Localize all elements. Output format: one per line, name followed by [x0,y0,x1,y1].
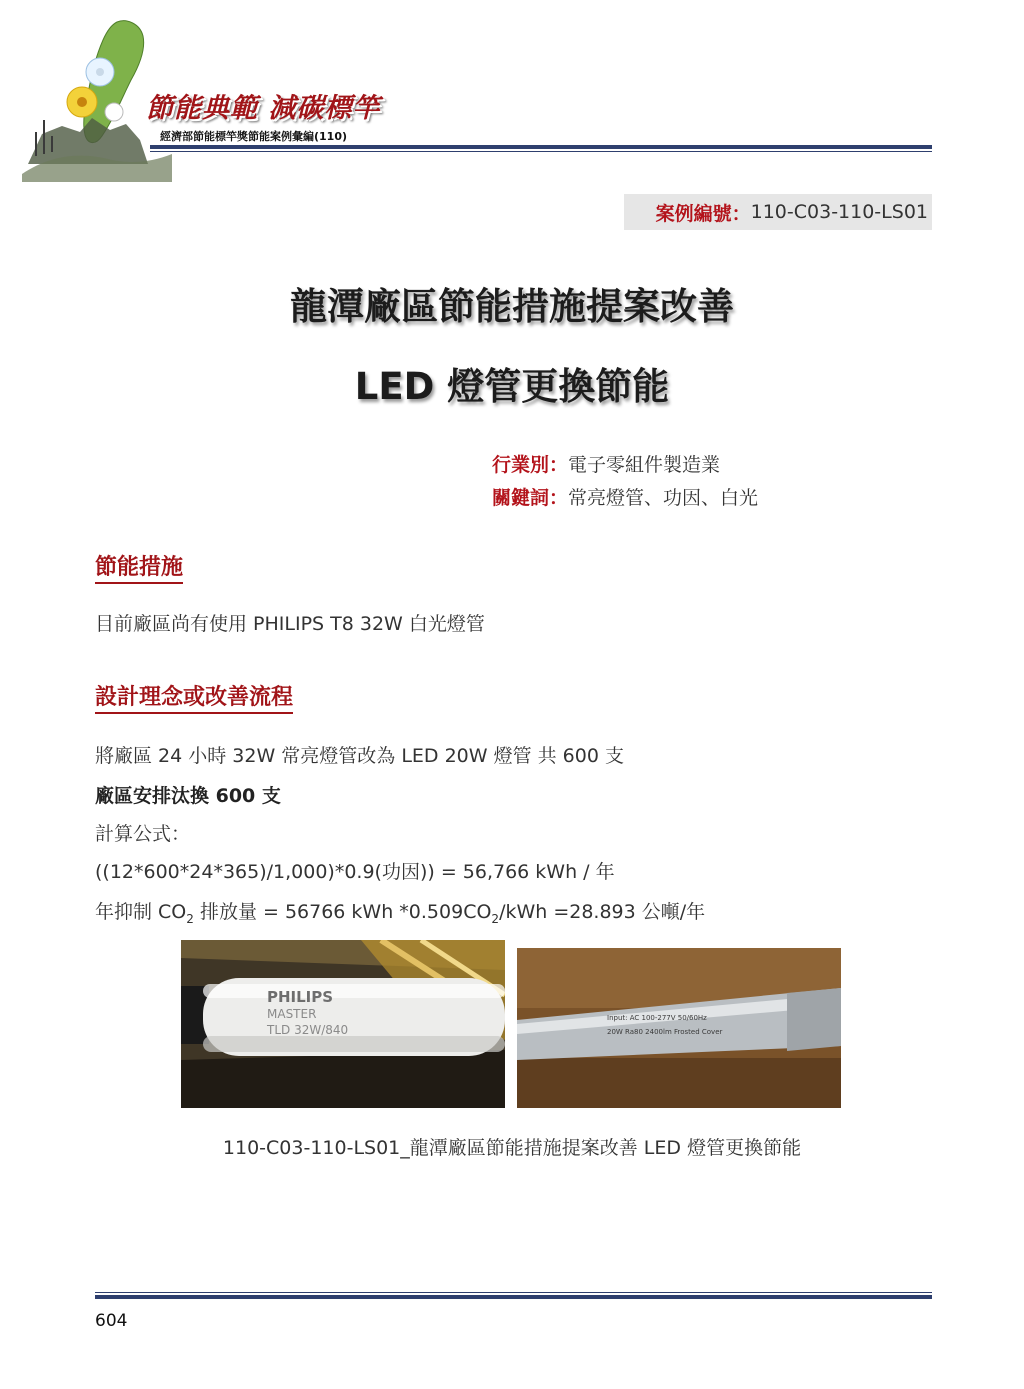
case-number-label: 案例編號： [655,202,751,225]
footer-rule [95,1295,932,1299]
header-rule-thin [150,151,932,152]
photo-led-tube [517,948,841,1108]
keywords-row [492,483,758,510]
footer-rule-thin [95,1292,932,1293]
photo2-line1-text: Input: AC 100-277V 50/60Hz [607,1014,707,1022]
co2-subscript-2: 2 [491,911,500,926]
photo1-line3-text: TLD 32W/840 [267,1023,349,1037]
formula-line: ((12*600*24*365)/1,000)*0.9(功因)) = 56,766 kWh / 年 [95,861,615,883]
design-line-1: 將廠區 24 小時 32W 常亮燈管改為 LED 20W 燈管 共 600 支 [95,745,624,767]
page-title-line2: LED 燈管更換節能 [354,365,670,408]
photo1-line2-text: MASTER [267,1007,317,1021]
section-heading-measures: 節能措施 [95,550,183,584]
case-number-value: 110-C03-110-LS01 [750,201,928,223]
header-rule [150,145,932,149]
co2-line [95,897,705,926]
photo2-line2-text: 20W Ra80 2400lm Frosted Cover [607,1028,723,1036]
co2-text-a: 年抑制 CO [95,901,187,923]
measures-text: 目前廠區尚有使用 PHILIPS T8 32W 白光燈管 [95,613,485,635]
design-line-3: 計算公式： [95,823,191,845]
photo-old-fluorescent-tube [181,940,505,1108]
design-line-2: 廠區安排汰換 600 支 [95,785,281,807]
case-number-box [624,194,932,230]
co2-text-b: 排放量 = 56766 kWh *0.509CO [193,901,492,923]
keywords-label: 關鍵詞： [492,487,569,509]
page-title-line1: 龍潭廠區節能措施提案改善 [290,285,734,328]
photo1-brand-text: PHILIPS [267,988,334,1006]
header-subtitle: 經濟部節能標竿獎節能案例彙編(110) [160,130,348,143]
industry-row [492,450,720,477]
industry-value: 電子零組件製造業 [568,454,721,476]
keywords-value: 常亮燈管、功因、白光 [568,487,759,509]
header-slogan: 節能典範 減碳標竿 [146,93,381,124]
photo-caption: 110-C03-110-LS01_龍潭廠區節能措施提案改善 LED 燈管更換節能 [222,1137,802,1159]
co2-subscript-1: 2 [186,911,194,926]
section-heading-design: 設計理念或改善流程 [95,680,293,714]
co2-text-c: /kWh =28.893 公噸/年 [499,901,706,923]
industry-label: 行業別： [492,454,569,476]
page-number: 604 [95,1311,128,1331]
